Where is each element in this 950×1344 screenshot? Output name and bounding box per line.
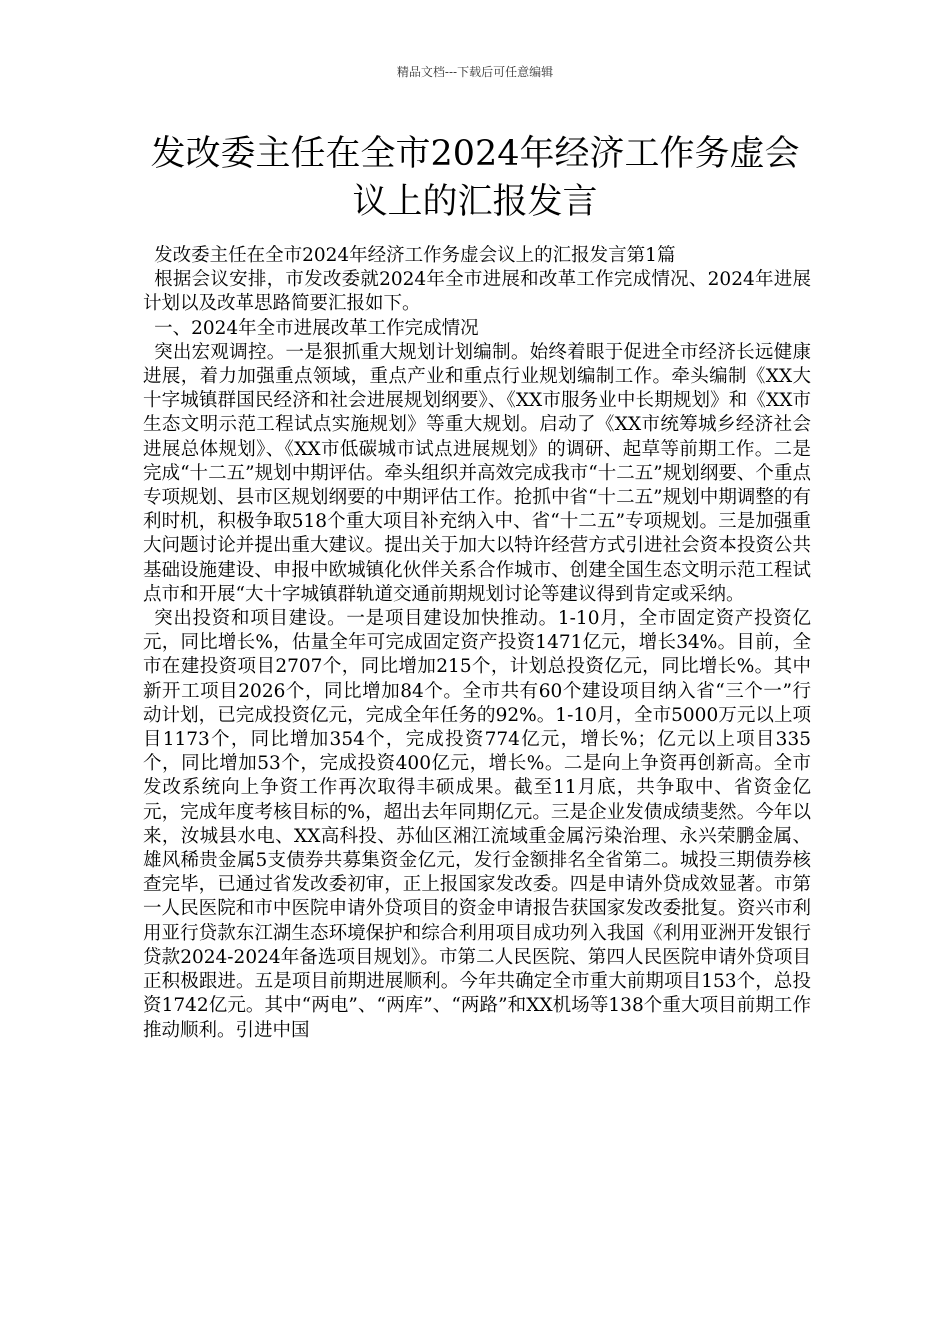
page-header-note: 精品文档---下载后可任意编辑 xyxy=(396,65,554,79)
paragraph-macro-control: 突出宏观调控。一是狠抓重大规划计划编制。始终着眼于促进全市经济长远健康进展，着力加强重点领域，重点产业和重点行业规划编制工作。牵头编制《XX大十字城镇群国民经济和社会进展规划纲要》、《XX市服务业中长期规划》和《XX市生态文明示范工程试点实施规划》等重大规划。启动了《XX市统筹城乡经济社会进展总体规划》、《XX市低碳城市试点进展规划》的调研、起草等前期工作。二是完成“十二五”规划中期评估。牵头组织并高效完成我市“十二五”规划纲要、个重点专项规划、县市区规划纲要的中期评估工作。抢抓中省“十二五”规划中期调整的有利时机，积极争取518个重大项目补充纳入中、省“十二五”专项规划。三是加强重大问题讨论并提出重大建议。提出关于加大以特许经营方式引进社会资本投资公共基础设施建设、申报中欧城镇化伙伴关系合作城市、创建全国生态文明示范工程试点市和开展“大十字城镇群轨道交通前期规划讨论等建议得到肯定或采纳。 xyxy=(143,341,811,605)
paragraph-investment-projects: 突出投资和项目建设。一是项目建设加快推动。1-10月，全市固定资产投资亿元，同比增长%，估量全年可完成固定资产投资1471亿元，增长34%。目前，全市在建投资项目2707个，同比增加215个，计划总投资亿元，同比增长%。其中新开工项目2026个，同比增加84个。全市共有60个建设项目纳入省“三个一”行动计划，已完成投资亿元，完成全年任务的92%。1-10月，全市5000万元以上项目1173个，同比增加354个，完成投资774亿元，增长%；亿元以上项目335个，同比增加53个，完成投资400亿元，增长%。二是向上争资再创新高。全市发改系统向上争资工作再次取得丰硕成果。截至11月底，共争取中、省资金亿元，完成年度考核目标的%，超出去年同期亿元。三是企业发债成绩斐然。今年以来，汝城县水电、XX高科投、苏仙区湘江流域重金属污染治理、永兴荣鹏金属、雄风稀贵金属5支债券共募集资金亿元，发行金额排名全省第二。城投三期债券核查完毕，已通过省发改委初审，正上报国家发改委。四是申请外贷成效显著。市第一人民医院和市中医院申请外贷项目的资金申请报告获国家发改委批复。资兴市利用亚行贷款东江湖生态环境保护和综合利用项目成功列入我国《利用亚洲开发银行贷款2024-2024年备选项目规划》。市第二人民医院、第四人民医院申请外贷项目正积极跟进。五是项目前期进展顺利。今年共确定全市重大前期项目153个，总投资1742亿元。其中“两电”、“两库”、“两路”和XX机场等138个重大项目前期工作推动顺利。引进中国 xyxy=(143,608,811,1041)
document-title: 发改委主任在全市2024年经济工作务虚会议上的汇报发言 xyxy=(150,134,800,222)
document-body xyxy=(143,244,811,1043)
section-heading-completion: 一、2024年全市进展改革工作完成情况 xyxy=(154,317,479,339)
intro-paragraph: 根据会议安排，市发改委就2024年全市进展和改革工作完成情况、2024年进展计划以及改革思路简要汇报如下。 xyxy=(143,269,811,315)
section-heading-part-1: 发改委主任在全市2024年经济工作务虚会议上的汇报发言第1篇 xyxy=(154,245,676,266)
